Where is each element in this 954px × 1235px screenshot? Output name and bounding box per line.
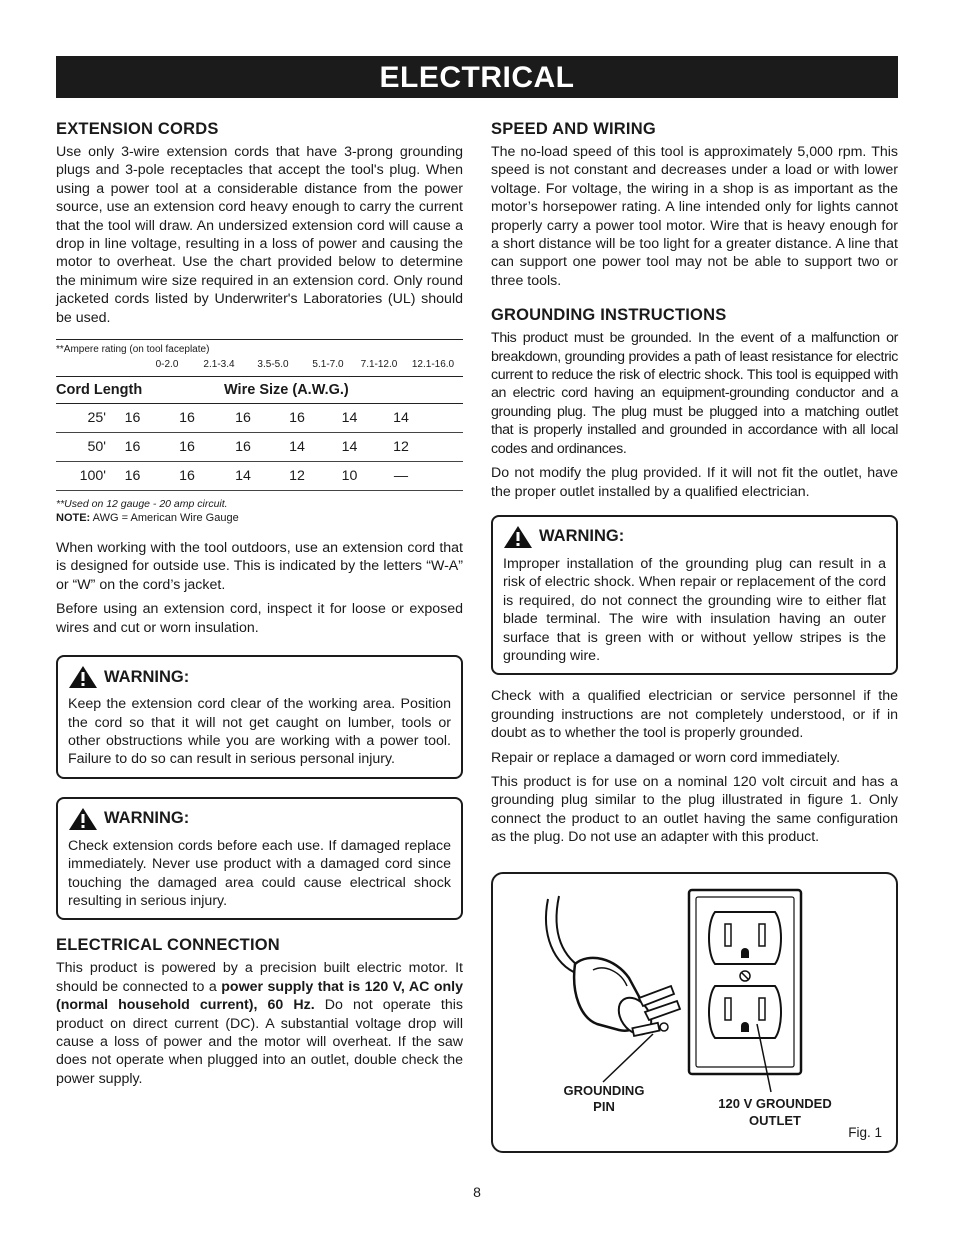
warning-box-3 <box>491 515 898 675</box>
cord-table <box>56 339 463 525</box>
warning-triangle-icon <box>68 665 98 689</box>
table-cell: 14 <box>393 410 409 427</box>
table-cell: 14 <box>289 439 305 456</box>
table-row <box>56 462 463 491</box>
warning-title <box>68 665 451 689</box>
grounded-outlet-label-line-2: OUTLET <box>749 1113 801 1128</box>
warning-title-text: WARNING: <box>104 809 190 828</box>
table-cell: 16 <box>124 468 141 485</box>
table-footnote: **Used on 12 gauge - 20 amp circuit. <box>56 498 228 511</box>
electrical-connection-heading: ELECTRICAL CONNECTION <box>56 936 280 955</box>
speed-wiring-text: The no-load speed of this tool is approximately 5,000 rpm. This speed is not constant and decreases under a load or with lower voltage. For voltage, the wiring in a shop is as important as the motor’s horsepower rating. A line intended only for lights cannot properly carry a power tool motor. Wire that is heavy enough for a short distance will be too light for a greater distance. A line that can support one power tool may not be able to support two or three tools. <box>491 144 898 289</box>
extension-cords-paragraph-2: When working with the tool outdoors, use an extension cord that is designed for outside use. This is indicated by the letters “W-A” or “W” on the cord’s jacket. <box>56 540 463 593</box>
table-cell: 12 <box>289 468 305 485</box>
table-cell: 50' <box>87 439 106 456</box>
amp-range: 3.5-5.0 <box>257 359 289 371</box>
amp-range: 0-2.0 <box>155 359 179 371</box>
grounding-pin-label-line-2: PIN <box>593 1099 615 1114</box>
table-header <box>56 376 463 404</box>
grounding-pin-label <box>559 1083 649 1115</box>
table-cell: 10 <box>341 468 358 485</box>
warning-title-text: WARNING: <box>104 667 190 686</box>
grounding-paragraph-2: Do not modify the plug provided. If it will not fit the outlet, have the proper outlet installed by a qualified electrician. <box>491 465 898 500</box>
grounding-paragraph-4: Repair or replace a damaged or worn cord immediately. <box>491 749 841 766</box>
table-row <box>56 433 463 462</box>
warning-text: Keep the extension cord clear of the working area. Position the cord so that it will not get caught on lumber, tools or other obstructions while you are working with a power tool. Failure to do so can result in serious personal injury. <box>68 696 451 768</box>
table-notes <box>56 497 463 525</box>
warning-triangle-icon <box>503 525 533 549</box>
left-column <box>56 120 463 1094</box>
electrical-connection-text: This product is powered by a precision built electric motor. It should be connected to a power supply that is 120 V, AC only (normal household current), 60 Hz. Do not operate this product on direct current (DC). A substantial voltage drop will cause a loss of power and the motor will overheat. If the saw does not operate when plugged into an outlet, double check the power supply. <box>56 960 464 1087</box>
grounding-pin-label-line-1: GROUNDING <box>563 1083 645 1098</box>
figure-caption: Fig. 1 <box>848 1125 882 1140</box>
grounding-paragraph-1: This product must be grounded. In the event of a malfunction or breakdown, grounding provides a path of least resistance for electric current to reduce the risk of electric shock. This tool is equipped with an electric cord having an equipment-grounding conductor and a grounding plug. The plug must be plugged into a matching outlet that is properly installed and grounded in accordance with all local codes and ordinances. <box>491 330 898 457</box>
table-cell: 16 <box>179 410 195 427</box>
note-text: AWG = American Wire Gauge <box>90 512 239 525</box>
warning-text: Check extension cords before each use. If damaged replace immediately. Never use product with a damaged cord since touching the damaged area could cause electrical shock resulting in serious injury. <box>68 837 451 909</box>
wire-size-header: Wire Size (A.W.G.) <box>224 382 349 399</box>
amp-range: 7.1-12.0 <box>360 359 398 371</box>
table-cell: 16 <box>289 410 305 427</box>
page-number: 8 <box>473 1184 481 1200</box>
ampere-rating-note: **Ampere rating (on tool faceplate) <box>56 344 210 356</box>
extension-cords-paragraph-1: Use only 3-wire extension cords that have 3-prong grounding plugs and 3-pole receptacles that accept the tool's plug. When using a power tool at a considerable distance from the power source, use an extension cord heavy enough to carry the current that the tool will draw. An undersized extension cord will cause a drop in line voltage, resulting in a loss of power and causing the motor to overheat. Use the chart provided below to determine the minimum wire size required in an extension cord. Only round jacketed cords listed by Underwriter's Laboratories (UL) should be used. <box>56 144 463 326</box>
table-cell: 12 <box>393 439 409 456</box>
table-cell: 14 <box>235 468 251 485</box>
speed-wiring-heading: SPEED AND WIRING <box>491 120 656 138</box>
warning-text: Improper installation of the grounding plug can result in a risk of electric shock. When repair or replacement of the cord is required, do not connect the grounding wire to either flat blade terminal. The wire with insulation having an outer surface that is green with or without yellow stripes is the grounding wire. <box>503 555 886 664</box>
table-cell: 14 <box>341 410 358 427</box>
extension-cords-paragraph-3: Before using an extension cord, inspect it for loose or exposed wires and cut or worn insulation. <box>56 601 463 636</box>
table-cell: 16 <box>179 439 195 456</box>
table-cell: 16 <box>179 468 195 485</box>
grounded-outlet-label-line-1: 120 V GROUNDED <box>718 1096 832 1111</box>
amp-range: 2.1-3.4 <box>203 359 235 371</box>
table-cell: 16 <box>235 439 251 456</box>
table-cell: 16 <box>235 410 251 427</box>
warning-triangle-icon <box>68 807 98 831</box>
table-cell: 14 <box>341 439 358 456</box>
amp-range: 12.1-16.0 <box>411 359 455 371</box>
table-cell: 100' <box>79 468 106 485</box>
grounding-paragraph-3: Check with a qualified electrician or service personnel if the grounding instructions are not completely understood, or if in doubt as to whether the tool is properly grounded. <box>491 688 898 742</box>
amp-range-row <box>56 359 463 370</box>
table-row <box>56 404 463 433</box>
table-cell: 16 <box>124 439 141 456</box>
warning-title <box>68 807 451 831</box>
amp-range: 5.1-7.0 <box>312 359 344 371</box>
table-cell: 16 <box>124 410 141 427</box>
warning-title <box>503 525 886 549</box>
warning-box-1 <box>56 655 463 779</box>
grounded-outlet-label <box>705 1095 845 1129</box>
grounding-paragraph-5: This product is for use on a nominal 120 volt circuit and has a grounding plug similar to the plug illustrated in figure 1. Only connect the product to an outlet having the same configuration as the plug. Do not use an adapter with this product. <box>491 773 898 846</box>
warning-title-text: WARNING: <box>539 527 625 546</box>
extension-cords-heading: EXTENSION CORDS <box>56 120 219 138</box>
note-label: NOTE: <box>56 512 91 525</box>
cord-length-header: Cord Length <box>56 382 143 399</box>
grounding-heading: GROUNDING INSTRUCTIONS <box>491 306 727 325</box>
warning-box-2 <box>56 797 463 921</box>
table-cell: 25' <box>87 410 106 427</box>
page-title: ELECTRICAL <box>379 61 575 94</box>
right-column <box>491 120 898 853</box>
table-cell: — <box>393 468 409 485</box>
page-title-banner <box>56 56 898 98</box>
figure-1-box <box>491 872 898 1153</box>
